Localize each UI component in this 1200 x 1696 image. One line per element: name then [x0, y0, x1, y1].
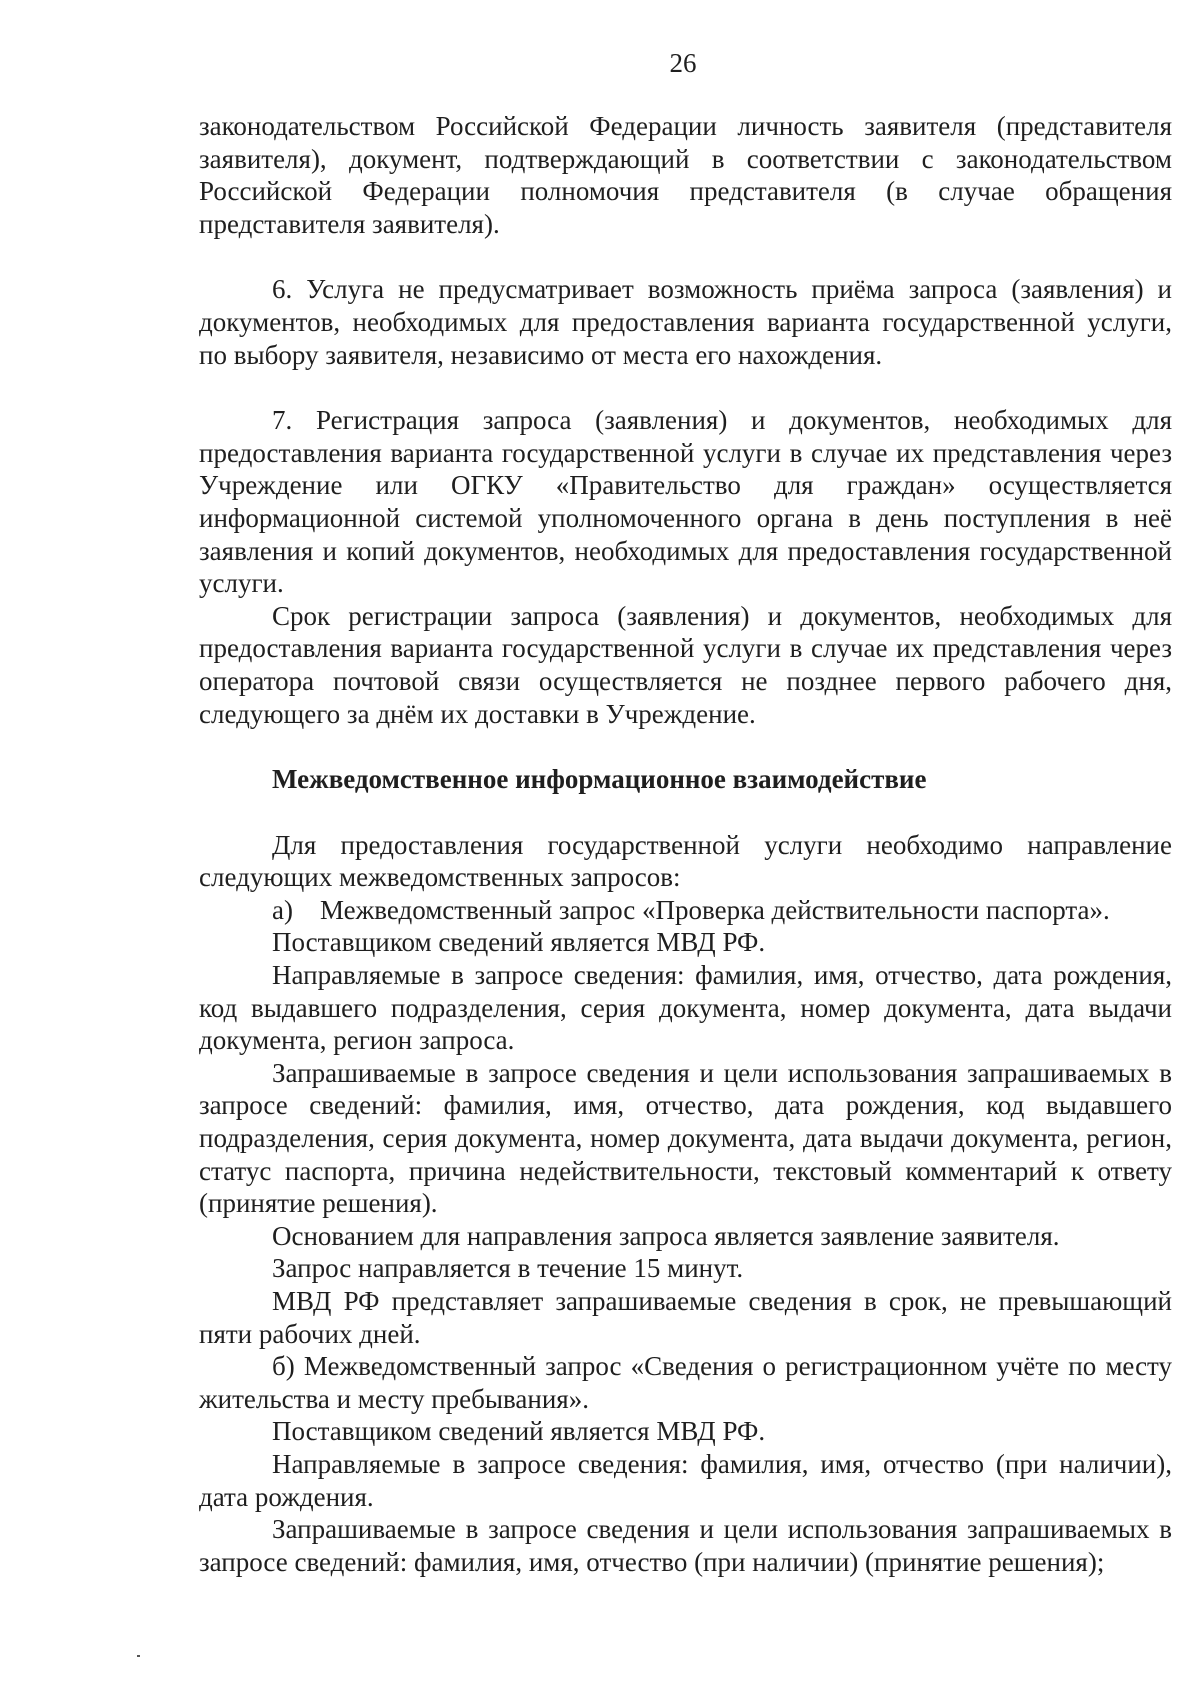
request-b-sent-data: Направляемые в запросе сведения: фамилия, имя, отчество (при наличии), дата рождения. — [199, 1448, 1172, 1512]
request-b-requested-data: Запрашиваемые в запросе сведения и цели использования запрашиваемых в запросе сведений: фамилия, имя, отчество (при наличии) (принятие решения); — [199, 1514, 1172, 1577]
spacer — [199, 796, 1172, 829]
request-a-requested-data: Запрашиваемые в запросе сведения и цели использования запрашиваемых в запросе сведений: фамилия, имя, отчество, дата рождения, код выдавшего подразделения, серия документа, номер документа, дата выдачи документа, регион, статус паспорта, причина недействительности, текстовый комментарий к ответу (принятие решения). — [199, 1057, 1172, 1219]
page-number: 26 — [669, 48, 697, 78]
request-a-term: МВД РФ представляет запрашиваемые сведения в срок, не превышающий пяти рабочих дней. — [199, 1286, 1172, 1349]
spacer — [199, 730, 1172, 763]
request-b-supplier: Поставщиком сведений является МВД РФ. — [272, 1416, 766, 1447]
scan-speck — [137, 1655, 140, 1657]
request-a-time: Запрос направляется в течение 15 минут. — [272, 1253, 744, 1284]
section-heading: Межведомственное информационное взаимодействие — [272, 764, 927, 795]
section-intro: Для предоставления государственной услуги необходимо направление следующих межведомственных запросов: — [199, 829, 1172, 893]
request-b-title: б) Межведомственный запрос «Сведения о регистрационном учёте по месту жительства и месту пребывания». — [199, 1351, 1172, 1414]
document-body — [199, 110, 1172, 1578]
paragraph-item-6: 6. Услуга не предусматривает возможность приёма запроса (заявления) и документов, необходимых для предоставления варианта государственной услуги, по выбору заявителя, независимо от места его нахождения. — [199, 274, 1172, 370]
request-a-basis: Основанием для направления запроса является заявление заявителя. — [272, 1220, 1060, 1251]
paragraph-item-7-registration-term: Срок регистрации запроса (заявления) и документов, необходимых для предоставления варианта государственной услуги в случае их представления через оператора почтовой связи осуществляется не позднее первого рабочего дня, следующего за днём их доставки в Учреждение. — [199, 600, 1172, 729]
request-a-supplier: Поставщиком сведений является МВД РФ. — [272, 927, 766, 958]
paragraph-continuation: законодательством Российской Федерации личность заявителя (представителя заявителя), документ, подтверждающий в соответствии с законодательством Российской Федерации полномочия представителя (в случае обращения представителя заявителя). — [199, 111, 1172, 239]
request-a-sent-data: Направляемые в запросе сведения: фамилия, имя, отчество, дата рождения, код выдавшего подразделения, серия документа, номер документа, дата выдачи документа, регион запроса. — [199, 960, 1172, 1056]
paragraph-item-7: 7. Регистрация запроса (заявления) и документов, необходимых для предоставления варианта государственной услуги в случае их представления через Учреждение или ОГКУ «Правительство для граждан» осуществляется информационной системой уполномоченного органа в день поступления в неё заявления и копий документов, необходимых для предоставления государственной услуги. — [199, 405, 1172, 599]
spacer — [199, 371, 1172, 404]
spacer — [199, 240, 1172, 273]
request-a-title: а) Межведомственный запрос «Проверка действительности паспорта». — [272, 894, 1110, 925]
